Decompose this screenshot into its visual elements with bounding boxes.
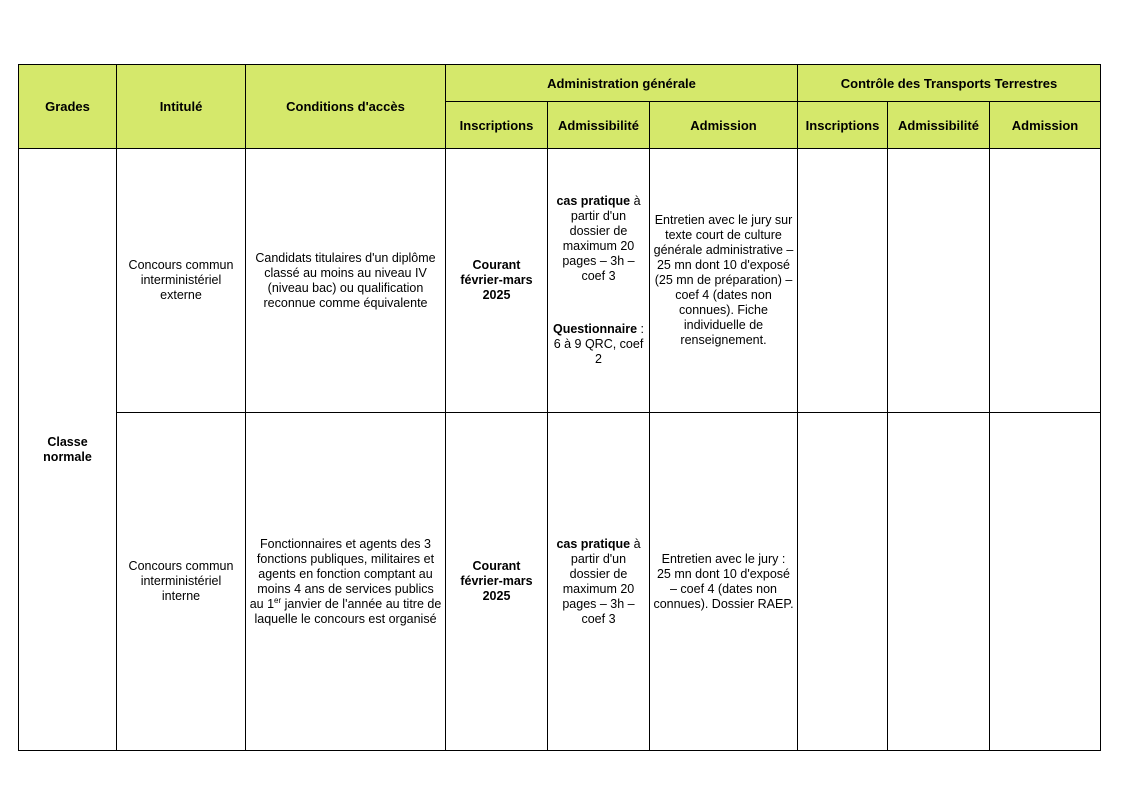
admissibilite-externe-questionnaire: [551, 322, 646, 367]
admission-interne: Entretien avec le jury : 25 mn dont 10 d'exposé – coef 4 (dates non connues). Dossier RAEP.: [650, 413, 798, 751]
inscriptions-externe-line-3: 2025: [482, 288, 511, 302]
conditions-interne: [246, 413, 446, 751]
table-row-externe: [19, 149, 1101, 413]
grade-line-1: Classe: [47, 434, 88, 449]
inscriptions-interne-line-3: 2025: [482, 589, 511, 603]
ctt-admission-externe: [990, 149, 1101, 413]
spacer: [551, 284, 646, 322]
header-intitule: Intitulé: [117, 65, 246, 149]
intitule-externe: Concours commun interministériel externe: [117, 149, 246, 413]
inscriptions-interne: [446, 413, 548, 751]
inscriptions-externe: [446, 149, 548, 413]
admissibilite-externe-cas-pratique: [551, 194, 646, 284]
questionnaire-text: : 6 à 9 QRC, coef 2: [553, 322, 644, 366]
table-row-interne: [19, 413, 1101, 751]
admissibilite-interne-cas-pratique: [551, 537, 646, 627]
grade-line-2: normale: [43, 449, 92, 464]
concours-table: [18, 64, 1101, 751]
ctt-inscriptions-interne: [798, 413, 888, 751]
inscriptions-interne-line-1: Courant: [472, 559, 521, 573]
questionnaire-label: Questionnaire: [553, 322, 638, 336]
inscriptions-externe-line-2: février-mars: [460, 273, 533, 287]
header-ctt-inscriptions: Inscriptions: [798, 102, 888, 149]
header-conditions: Conditions d'accès: [246, 65, 446, 149]
conditions-externe: Candidats titulaires d'un diplôme classé au moins au niveau IV (niveau bac) ou qualification reconnue comme équivalente: [246, 149, 446, 413]
header-ctt-admission: Admission: [990, 102, 1101, 149]
header-administration-generale: Administration générale: [446, 65, 798, 102]
header-ctt-admissibilite: Admissibilité: [888, 102, 990, 149]
admissibilite-interne: [548, 413, 650, 751]
grade-cell: [19, 149, 117, 751]
admissibilite-externe: [548, 149, 650, 413]
admission-externe: Entretien avec le jury sur texte court de culture générale administrative – 25 mn dont 10 d'exposé (25 mn de préparation) – coef 4 (dates non connues). Fiche individuelle de renseignement.: [650, 149, 798, 413]
cas-pratique-text: à partir d'un dossier de maximum 20 pages – 3h – coef 3: [562, 194, 641, 283]
ctt-admission-interne: [990, 413, 1101, 751]
cas-pratique-label: cas pratique: [556, 536, 631, 551]
header-ag-admissibilite: Admissibilité: [548, 102, 650, 149]
header-grades: Grades: [19, 65, 117, 149]
conditions-interne-part-2: janvier de l'année au titre de laquelle le concours est organisé: [254, 596, 442, 626]
header-controle-transports: Contrôle des Transports Terrestres: [798, 65, 1101, 102]
intitule-interne: Concours commun interministériel interne: [117, 413, 246, 751]
conditions-interne-part-1: Fonctionnaires et agents des 3 fonctions publiques, militaires et agents en fonction comptant au moins 4 ans de services publics au 1: [249, 536, 435, 611]
ctt-inscriptions-externe: [798, 149, 888, 413]
inscriptions-externe-line-1: Courant: [472, 258, 521, 272]
inscriptions-interne-line-2: février-mars: [460, 574, 533, 588]
header-ag-admission: Admission: [650, 102, 798, 149]
header-ag-inscriptions: Inscriptions: [446, 102, 548, 149]
ctt-admissibilite-interne: [888, 413, 990, 751]
ctt-admissibilite-externe: [888, 149, 990, 413]
conditions-interne-sup: er: [274, 595, 282, 605]
cas-pratique-label: cas pratique: [556, 194, 631, 208]
cas-pratique-text: à partir d'un dossier de maximum 20 pages – 3h – coef 3: [562, 536, 641, 626]
